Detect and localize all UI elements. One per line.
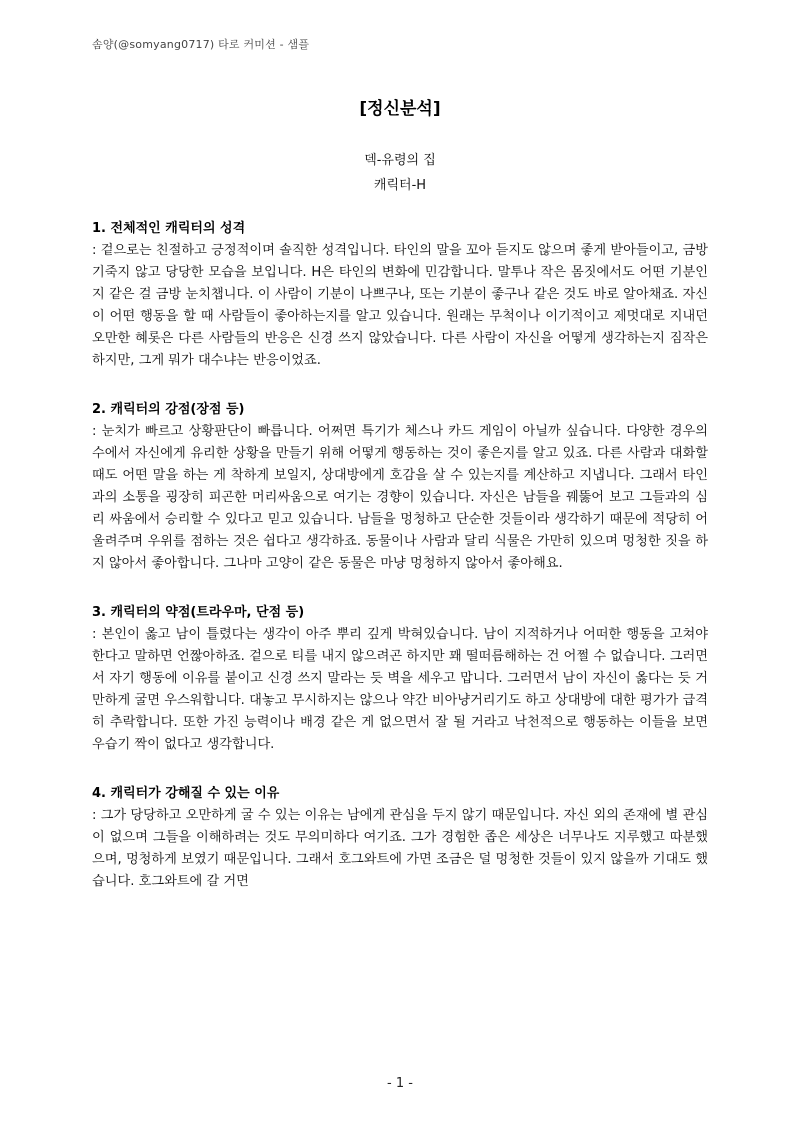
deck-subtitle: 덱-유령의 집 <box>364 153 436 168</box>
section-personality <box>92 218 708 372</box>
section-heading: 2. 캐릭터의 강점(장점 등) <box>92 402 245 417</box>
section-strengths <box>92 399 708 575</box>
section-heading: 3. 캐릭터의 약점(트라우마, 단점 등) <box>92 605 305 620</box>
section-body: : 겉으로는 친절하고 긍정적이며 솔직한 성격입니다. 타인의 말을 꼬아 듣지도 않으며 좋게 받아들이고, 금방 기죽지 않고 당당한 모습을 보입니다. H은 타인의 변화에 민감합니다. 말투나 작은 몸짓에서도 어떤 기분인지 같은 걸 금방 눈치챕니다. 이 사람이 기분이 나쁘구나, 또는 기분이 좋구나 같은 것도 바로 알아채죠. 자신이 어떤 행동을 할 때 사람들이 좋아하는지를 알고 있습니다. 원래는 무척이나 이기적이고 제멋대로 지내던 오만한 혜롯은 다른 사람들의 반응은 신경 쓰지 않았습니다. 다른 사람이 자신을 어떻게 생각하는지 짐작은 하지만, 그게 뭐가 대수냐는 반응이었죠. <box>92 243 708 368</box>
page-number: - 1 - <box>387 1076 413 1091</box>
section-body: : 본인이 옳고 남이 틀렸다는 생각이 아주 뿌리 깊게 박혀있습니다. 남이 지적하거나 어떠한 행동을 고쳐야 한다고 말하면 언짢아하죠. 겉으로 티를 내지 않으려곤 하지만 꽤 떨떠름해하는 건 어쩔 수 없습니다. 그러면서 자기 행동에 이유를 붙이고 신경 쓰지 말라는 듯 벽을 세우고 맙니다. 그러면서 남이 자신이 옳다는 듯 거만하게 굴면 우스워합니다. 대놓고 무시하지는 않으나 약간 비아냥거리기도 하고 상대방에 대한 평가가 급격히 추락합니다. 또한 가진 능력이나 배경 같은 게 없으면서 잘 될 거라고 낙천적으로 행동하는 이들을 보면 우습기 짝이 없다고 생각합니다. <box>92 627 708 752</box>
section-body: : 눈치가 빠르고 상황판단이 빠릅니다. 어쩌면 특기가 체스나 카드 게임이 아닐까 싶습니다. 다양한 경우의 수에서 자신에게 유리한 상황을 만들기 위해 어떻게 행동하는 것이 좋은지를 알고 있죠. 다른 사람과 대화할 때도 어떤 말을 하는 게 착하게 보일지, 상대방에게 호감을 살 수 있는지를 계산하고 지냅니다. 그래서 타인과의 소통을 굉장히 피곤한 머리싸움으로 여기는 경향이 있습니다. 자신은 남들을 꿰뚫어 보고 그들과의 심리 싸움에서 승리할 수 있다고 믿고 있습니다. 남들을 멍청하고 단순한 것들이라 생각하기 때문에 적당히 어울려주며 우위를 점하는 것은 쉽다고 생각하죠. 동물이나 사람과 달리 식물은 가만히 있으며 멍청한 짓을 하지 않아서 좋아합니다. 그나마 고양이 같은 동물은 마냥 멍청하지 않아서 좋아해요. <box>92 424 708 571</box>
page-header: 솜양(@somyang0717) 타로 커미션 - 샘플 <box>92 38 310 51</box>
section-weaknesses <box>92 602 708 756</box>
document-title: [정신분석] <box>359 99 441 119</box>
section-heading: 1. 전체적인 캐릭터의 성격 <box>92 221 246 236</box>
document-body <box>92 218 708 920</box>
section-body: : 그가 당당하고 오만하게 굴 수 있는 이유는 남에게 관심을 두지 않기 때문입니다. 자신 외의 존재에 별 관심이 없으며 그들을 이해하려는 것도 무의미하다 여기죠. 그가 경험한 좁은 세상은 너무나도 지루했고 따분했으며, 멍청하게 보였기 때문입니다. 그래서 호그와트에 가면 조금은 덜 멍청한 것들이 있지 않을까 기대도 했습니다. 호그와트에 갈 거면 <box>92 808 708 889</box>
section-heading: 4. 캐릭터가 강해질 수 있는 이유 <box>92 786 280 801</box>
character-subtitle: 캐릭터-H <box>373 178 427 193</box>
section-reason-stronger <box>92 783 708 893</box>
